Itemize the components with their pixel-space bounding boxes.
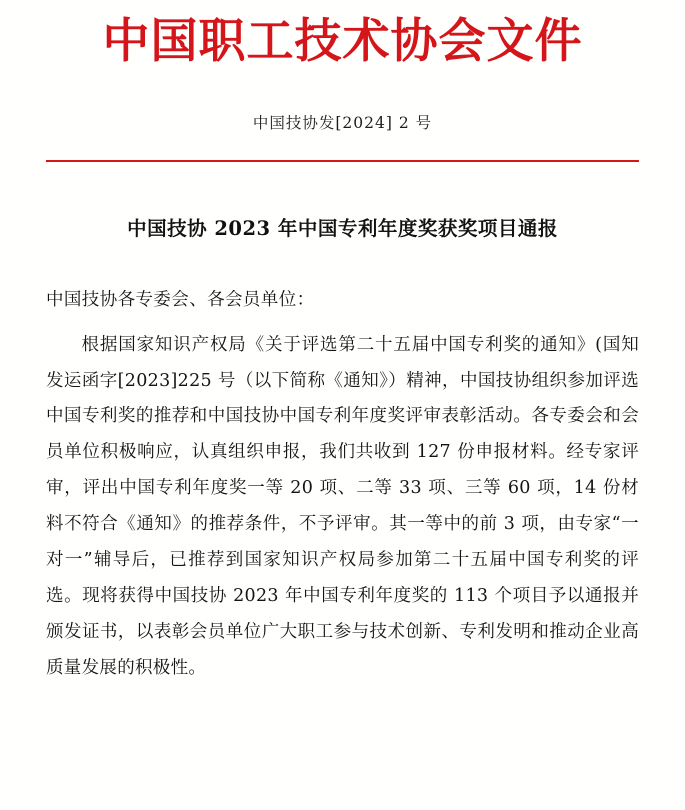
document-title: 中国技协 2023 年中国专利年度奖获奖项目通报 (127, 217, 558, 241)
body-paragraph-text: 根据国家知识产权局《关于评选第二十五届中国专利奖的通知》(国知发运函字[2023]225 号（以下简称《通知》）精神，中国技协组织参加评选中国专利奖的推荐和中国技协中国专利年度奖评审表彰活动。各专委会和会员单位积极响应，认真组织申报，我们共收到 127 份申报材料。经专家评审，评出中国专利年度奖一等 20 项、二等 33 项、三等 60 项，14 份材料不符合《通知》的推荐条件，不予评审。其一等中的前 3 项，由专家“一对一”辅导后，已推荐到国家知识产权局参加第二十五届中国专利奖的评选。现将获得中国技协 2023 年中国专利年度奖的 113 个项目予以通报并颁发证书，以表彰会员单位广大职工参与技术创新、专利发明和推动企业高质量发展的积极性。 (46, 334, 639, 678)
salutation-line: 中国技协各专委会、各会员单位： (46, 289, 315, 310)
body-paragraph-block (46, 328, 639, 687)
document-number: 中国技协发[2024] 2 号 (252, 114, 433, 133)
red-divider-rule (46, 160, 639, 162)
masthead-title: 中国职工技术协会文件 (102, 14, 583, 69)
masthead (0, 0, 685, 69)
